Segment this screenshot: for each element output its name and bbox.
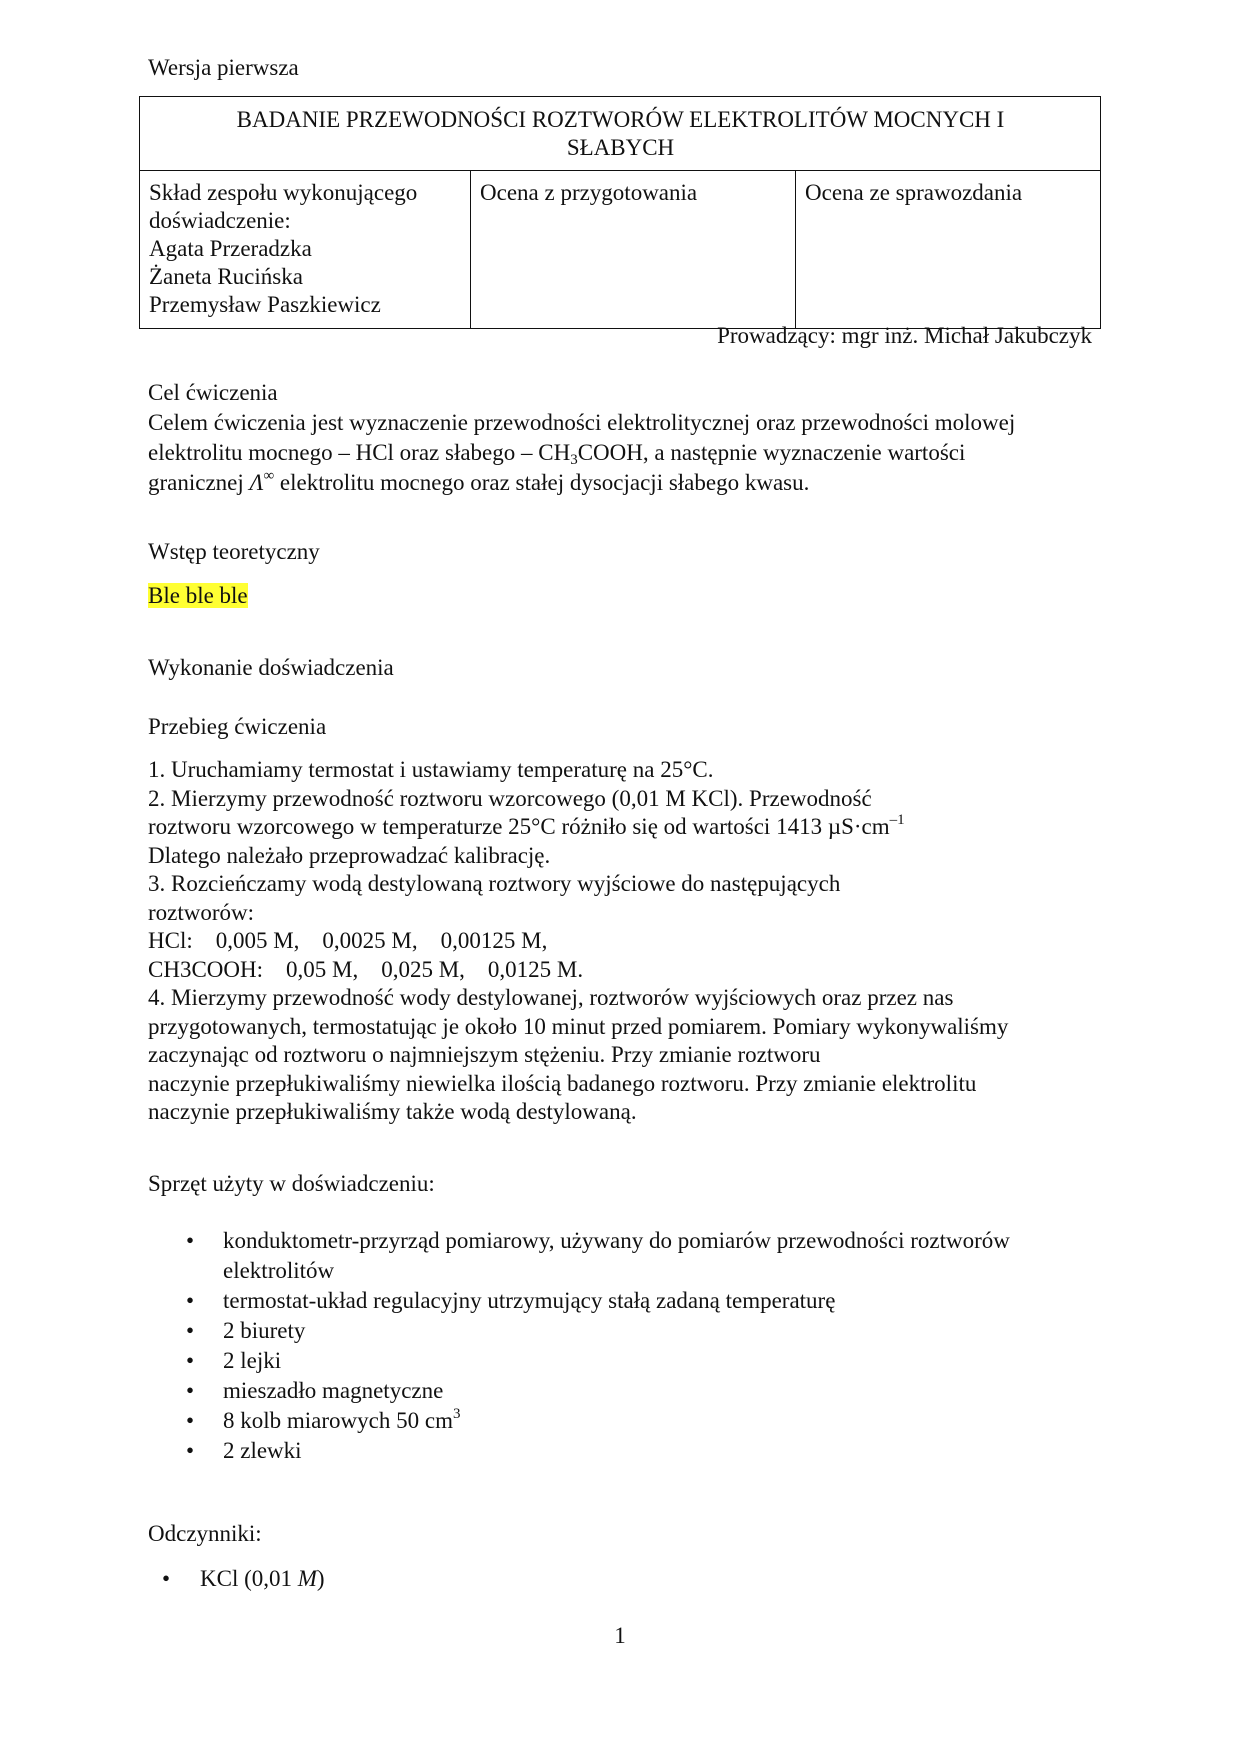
team-cell [140, 171, 471, 329]
theory-placeholder-wrap [148, 582, 248, 610]
bullet-icon: • [186, 1228, 195, 1253]
reagents-list [148, 1564, 325, 1594]
list-item: • konduktometr-przyrząd pomiarowy, używany do pomiarów przewodności roztworów elektrolitów [186, 1228, 1010, 1283]
goal-heading: Cel ćwiczenia [148, 380, 278, 405]
step-3-line-2: roztworów: [148, 899, 255, 925]
goal-line-3 [148, 468, 1098, 498]
prep-grade-cell [471, 171, 796, 329]
equipment-heading: Sprzęt użyty w doświadczeniu: [148, 1171, 435, 1196]
team-label-line-2: doświadczenie: [149, 208, 291, 233]
bullet-icon: • [186, 1408, 195, 1433]
prep-grade-label: Ocena z przygotowania [480, 180, 698, 205]
list-item: • KCl (0,01 M) [148, 1564, 325, 1594]
report-title-line-1: BADANIE PRZEWODNOŚCI ROZTWORÓW ELEKTROLITÓW MOCNYCH I [236, 107, 1005, 132]
goal-section [148, 378, 1098, 498]
bullet-icon: • [186, 1378, 195, 1403]
bullet-icon: • [186, 1288, 195, 1313]
step-4-line-3: zaczynając od roztworu o najmniejszym stężeniu. Przy zmianie roztworu [148, 1042, 821, 1067]
goal-line-3-b: elektrolitu mocnego oraz stałej dysocjacji słabego kwasu. [274, 470, 810, 495]
page-number: 1 [614, 1623, 626, 1648]
report-grade-cell [796, 171, 1101, 329]
list-item: • termostat-układ regulacyjny utrzymujący stałą zadaną temperaturę [148, 1286, 1098, 1316]
infinity-superscript: ∞ [263, 468, 275, 484]
execution-heading: Wykonanie doświadczenia [148, 655, 394, 680]
bullet-icon: • [162, 1566, 171, 1591]
report-title-line-2: SŁABYCH [566, 135, 675, 160]
procedure-steps [148, 756, 1098, 1127]
instructor-line: Prowadzący: mgr inż. Michał Jakubczyk [717, 323, 1092, 348]
theory-heading: Wstęp teoretyczny [148, 539, 320, 564]
cm-superscript: 3 [452, 1406, 461, 1422]
team-member: Żaneta Rucińska [149, 264, 303, 289]
bullet-icon: • [186, 1348, 195, 1373]
step-4-line-5: naczynie przepłukiwaliśmy także wodą destylowaną. [148, 1099, 637, 1124]
goal-line-3-a: granicznej [148, 470, 250, 495]
step-2-line-2-text: roztworu wzorcowego w temperaturze 25°C różniło się od wartości 1413 µS·cm [148, 814, 890, 839]
bullet-icon: • [186, 1318, 195, 1343]
molar-unit: M [297, 1566, 317, 1591]
goal-line-2-a: elektrolitu mocnego – HCl oraz słabego – CH [148, 440, 571, 465]
step-4-line-1: 4. Mierzymy przewodność wody destylowanej, roztworów wyjściowych oraz przez nas [148, 985, 954, 1010]
version-label: Wersja pierwsza [148, 55, 299, 80]
team-member: Przemysław Paszkiewicz [149, 292, 381, 317]
goal-line-2 [148, 438, 1098, 468]
team-member: Agata Przeradzka [149, 236, 312, 261]
equipment-list [148, 1226, 1098, 1466]
header-table [139, 96, 1101, 329]
reagents-heading: Odczynniki: [148, 1521, 262, 1546]
hcl-concentrations: HCl: 0,005 M, 0,0025 M, 0,00125 M, [148, 928, 548, 953]
list-item: • 2 biurety [148, 1316, 1098, 1346]
step-2-line-2 [148, 813, 1098, 842]
procedure-heading: Przebieg ćwiczenia [148, 714, 327, 739]
list-item: • 2 zlewki [148, 1436, 1098, 1466]
report-grade-label: Ocena ze sprawozdania [805, 180, 1023, 205]
goal-line-2-b: COOH, a następnie wyznaczenie wartości [577, 440, 966, 465]
step-1: 1. Uruchamiamy termostat i ustawiamy temperaturę na 25°C. [148, 757, 714, 782]
list-item: • 2 lejki [148, 1346, 1098, 1376]
bullet-icon: • [186, 1438, 195, 1463]
unit-superscript: –1 [889, 812, 905, 828]
theory-placeholder: Ble ble ble [148, 583, 248, 608]
team-label-line-1: Skład zespołu wykonującego [149, 180, 418, 205]
lambda-symbol: Λ [249, 470, 264, 495]
step-4-line-4: naczynie przepłukiwaliśmy niewielka ilością badanego roztworu. Przy zmianie elektrolitu [148, 1070, 977, 1096]
report-title-cell [140, 97, 1101, 171]
ch3cooh-concentrations: CH3COOH: 0,05 M, 0,025 M, 0,0125 M. [148, 956, 584, 982]
step-2-line-1: 2. Mierzymy przewodność roztworu wzorcowego (0,01 M KCl). Przewodność [148, 785, 872, 811]
step-2-line-3: Dlatego należało przeprowadzać kalibrację. [148, 842, 551, 868]
goal-subscript: 3 [570, 452, 578, 468]
step-4-line-2: przygotowanych, termostatując je około 10 minut przed pomiarem. Pomiary wykonywaliśmy [148, 1013, 1009, 1039]
goal-line-1: Celem ćwiczenia jest wyznaczenie przewodności elektrolitycznej oraz przewodności molowej [148, 410, 1016, 435]
step-3-line-1: 3. Rozcieńczamy wodą destylowaną roztwory wyjściowe do następujących [148, 871, 841, 896]
list-item: • mieszadło magnetyczne [148, 1376, 1098, 1406]
list-item: • 8 kolb miarowych 50 $cm^3$ [148, 1406, 1098, 1436]
